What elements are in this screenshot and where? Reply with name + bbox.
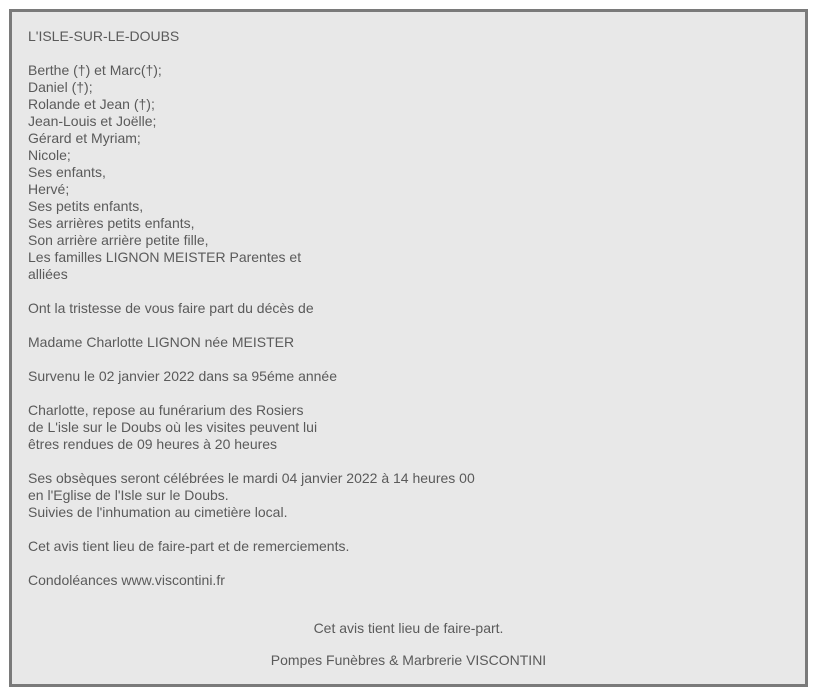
family-line: Rolande et Jean (†);	[28, 96, 155, 112]
obituary-notice	[9, 9, 808, 687]
family-line: Les familles LIGNON MEISTER Parentes et	[28, 249, 302, 265]
family-line: Berthe (†) et Marc(†);	[28, 62, 162, 78]
spacer	[28, 453, 548, 470]
funeral-line: Ses obsèques seront célébrées le mardi 04 janvier 2022 à 14 heures 00	[28, 470, 475, 486]
family-line: Hervé;	[28, 181, 70, 197]
spacer	[28, 351, 548, 368]
family-line: Jean-Louis et Joëlle;	[28, 113, 157, 129]
spacer	[28, 45, 548, 62]
visitation-line: de L'isle sur le Doubs où les visites peuvent lui	[28, 419, 318, 435]
spacer	[28, 385, 548, 402]
acknowledgement-text: Cet avis tient lieu de faire-part et de remerciements.	[28, 538, 350, 554]
spacer	[28, 521, 548, 538]
family-line: Gérard et Myriam;	[28, 130, 141, 146]
spacer	[28, 555, 548, 572]
notice-body	[28, 28, 548, 589]
funeral-company: Pompes Funèbres & Marbrerie VISCONTINI	[270, 652, 547, 668]
deceased-name: Madame Charlotte LIGNON née MEISTER	[28, 334, 295, 350]
family-line: Daniel (†);	[28, 79, 93, 95]
visitation-line: êtres rendues de 09 heures à 20 heures	[28, 436, 278, 452]
family-line: alliées	[28, 266, 68, 282]
notice-footer	[12, 620, 805, 669]
family-line: Nicole;	[28, 147, 71, 163]
family-line: Son arrière arrière petite fille,	[28, 232, 209, 248]
family-line: Ses enfants,	[28, 164, 106, 180]
spacer	[28, 317, 548, 334]
visitation-line: Charlotte, repose au funérarium des Rosiers	[28, 402, 304, 418]
town-heading: L'ISLE-SUR-LE-DOUBS	[28, 28, 180, 44]
spacer	[12, 637, 805, 652]
death-date: Survenu le 02 janvier 2022 dans sa 95éme année	[28, 368, 337, 384]
condolences-text: Condoléances www.viscontini.fr	[28, 572, 225, 588]
family-line: Ses petits enfants,	[28, 198, 144, 214]
spacer	[28, 283, 548, 300]
announcement-text: Ont la tristesse de vous faire part du décès de	[28, 300, 314, 316]
family-line: Ses arrières petits enfants,	[28, 215, 195, 231]
footer-note: Cet avis tient lieu de faire-part.	[313, 620, 504, 636]
funeral-line: en l'Eglise de l'Isle sur le Doubs.	[28, 487, 229, 503]
funeral-line: Suivies de l'inhumation au cimetière local.	[28, 504, 288, 520]
